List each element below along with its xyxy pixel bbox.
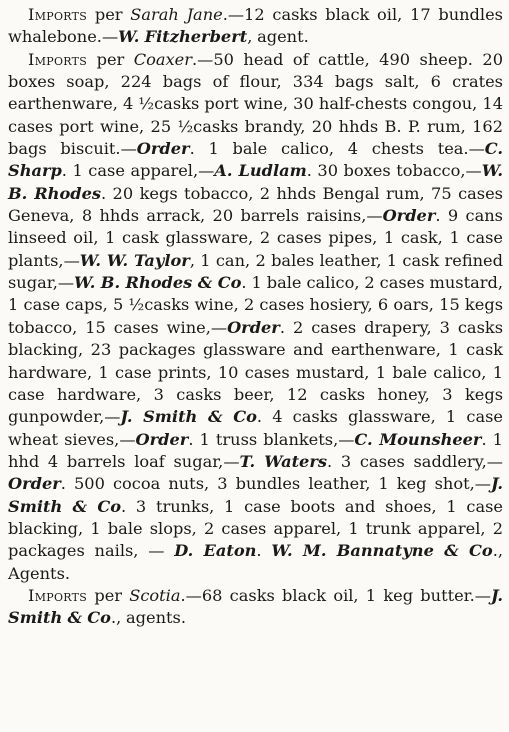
cargo-text: . 9 cans linseed oil, 1 cask glassware, 2 cases pipes, 1 cask, 1 case plants,—	[8, 206, 503, 270]
consignee-name: Order	[136, 139, 190, 159]
ship-name: Scotia	[129, 585, 181, 605]
cargo-text: . 1 truss blankets,—	[188, 429, 355, 449]
cargo-text: .	[256, 541, 272, 561]
cargo-text: .—12 casks black oil, 17 bundles whalebone.—	[8, 5, 503, 47]
per-text: per	[87, 5, 131, 24]
consignee-name: C. Sharp	[8, 139, 504, 181]
consignee-name: A. Ludlam	[214, 161, 307, 181]
cargo-text: . 4 casks glassware, 1 case wheat sieves,—	[8, 407, 503, 449]
import-notice-sarah-jane	[8, 4, 503, 49]
consignee-name: J. Smith & Co	[8, 474, 503, 516]
consignee-name: C. Mounsheer	[354, 429, 482, 449]
consignee-name: W. B. Rhodes & Co	[74, 273, 242, 293]
per-text: per	[87, 49, 134, 69]
imports-heading: Imports	[28, 49, 88, 69]
cargo-text: . 20 kegs tobacco, 2 hhds Bengal rum, 75 cases Geneva, 8 hhds arrack, 20 barrels raisins,—	[8, 183, 503, 226]
cargo-text: . 1 case apparel,—	[61, 161, 215, 181]
cargo-text: , agent.	[247, 27, 309, 47]
cargo-text: . 1 bale calico, 2 cases mustard, 1 case caps, 5 ½casks wine, 2 cases hosiery, 6 oars, 15 kegs tobacco, 15 cases wine,—	[8, 273, 503, 337]
cargo-text: ., agents.	[110, 608, 186, 628]
consignee-name: W. B. Rhodes	[8, 161, 503, 203]
cargo-text: . 2 cases drapery, 3 casks blacking, 23 packages glassware and earthenware, 1 cask hardware, 1 case prints, 10 cases mustard, 1 bale calico, 1 case hardware, 3 casks beer, 12 casks honey, 3 kegs gunpowder,—	[8, 317, 504, 427]
cargo-text: . 1 bale calico, 4 chests tea.—	[189, 139, 485, 159]
consignee-name: Order	[135, 429, 189, 449]
import-notice-scotia	[8, 585, 503, 630]
cargo-text: . 1 hhd 4 barrels loaf sugar,—	[8, 429, 503, 471]
ship-name: Sarah Jane	[130, 5, 223, 24]
imports-heading: Imports	[28, 585, 88, 605]
cargo-text: . 3 cases saddlery,—	[327, 451, 503, 471]
consignee-name: Order	[8, 474, 61, 494]
cargo-text: .—68 casks black oil, 1 keg butter.—	[180, 585, 491, 605]
cargo-text: .—50 head of cattle, 490 sheep. 20 boxes soap, 224 bags of flour, 334 bags salt, 6 crates earthenware, 4 ½casks port wine, 30 half-chests congou, 14 cases port wine, 25 ½casks brandy, 20 hhds B. P. rum, 162 bags biscuit.—	[8, 49, 504, 159]
consignee-name: Order	[227, 317, 280, 337]
agent-name: W. M. Bannatyne & Co	[271, 541, 493, 561]
consignee-name: T. Waters	[239, 451, 327, 471]
consignee-name: J. Smith & Co	[120, 407, 257, 427]
imports-heading: Imports	[28, 5, 88, 24]
cargo-text: . 3 trunks, 1 case boots and shoes, 1 case blacking, 1 bale slops, 2 cases apparel, 1 trunk apparel, 2 packages nails, —	[8, 496, 503, 561]
agent-name: J. Smith & Co	[8, 585, 504, 628]
cargo-text: ., Agents.	[8, 541, 503, 583]
consignee-name: D. Eaton	[174, 541, 257, 561]
ship-name: Coaxer	[133, 49, 192, 69]
cargo-text: , 1 can, 2 bales leather, 1 cask refined sugar,—	[8, 250, 503, 293]
consignee-name: Order	[382, 206, 436, 226]
cargo-text: . 30 boxes tobacco,—	[306, 161, 482, 181]
agent-name: W. Fitzherbert	[118, 27, 248, 47]
cargo-text: . 500 cocoa nuts, 3 bundles leather, 1 keg shot,—	[60, 474, 491, 494]
per-text: per	[87, 585, 130, 605]
import-notice-coaxer	[8, 49, 503, 585]
consignee-name: W. W. Taylor	[79, 250, 190, 270]
